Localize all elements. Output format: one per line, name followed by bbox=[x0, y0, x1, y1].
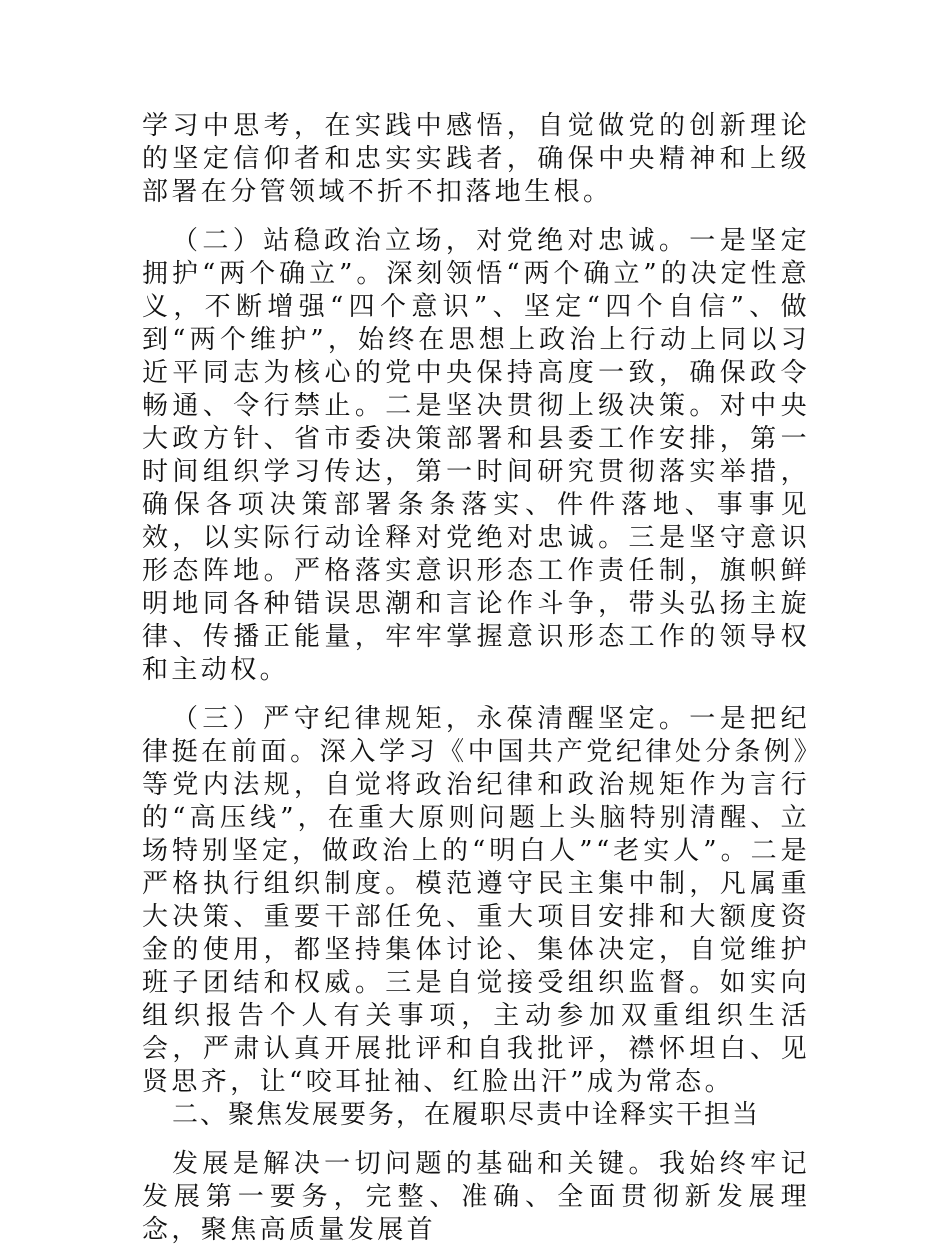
paragraph-section-3-discipline: （三）严守纪律规矩，永葆清醒坚定。一是把纪律挺在前面。深入学习《中国共产党纪律处分条例》等党内法规，自觉将政治纪律和政治规矩作为言行的“高压线”，在重大原则问题上头脑特别清醒、立场特别坚定，做政治上的“明白人”“老实人”。二是严格执行组织制度。模范遵守民主集中制，凡属重大决策、重要干部任免、重大项目安排和大额度资金的使用，都坚持集体讨论、集体决定，自觉维护班子团结和权威。三是自觉接受组织监督。如实向组织报告个人有关事项，主动参加双重组织生活会，严肃认真开展批评和自我批评，襟怀坦白、见贤思齐，让“咬耳扯袖、红脸出汗”成为常态。 bbox=[142, 704, 810, 1097]
section-heading-development: 二、聚焦发展要务，在履职尽责中诠释实干担当 bbox=[172, 1100, 761, 1130]
paragraph-development-intro: 发展是解决一切问题的基础和关键。我始终牢记发展第一要务，完整、准确、全面贯彻新发展理念，聚焦高质量发展首 bbox=[142, 1149, 810, 1245]
paragraph-continuation: 学习中思考，在实践中感悟，自觉做党的创新理论的坚定信仰者和忠实实践者，确保中央精神和上级部署在分管领域不折不扣落地生根。 bbox=[142, 111, 810, 207]
document-page bbox=[142, 110, 810, 1247]
paragraph-section-2-political-stance: （二）站稳政治立场，对党绝对忠诚。一是坚定拥护“两个确立”。深刻领悟“两个确立”的决定性意义，不断增强“四个意识”、坚定“四个自信”、做到“两个维护”，始终在思想上政治上行动上同以习近平同志为核心的党中央保持高度一致，确保政令畅通、令行禁止。二是坚决贯彻上级决策。对中央大政方针、省市委决策部署和县委工作安排，第一时间组织学习传达，第一时间研究贯彻落实举措，确保各项决策部署条条落实、件件落地、事事见效，以实际行动诠释对党绝对忠诚。三是坚守意识形态阵地。严格落实意识形态工作责任制，旗帜鲜明地同各种错误思潮和言论作斗争，带头弘扬主旋律、传播正能量，牢牢掌握意识形态工作的领导权和主动权。 bbox=[142, 226, 810, 685]
